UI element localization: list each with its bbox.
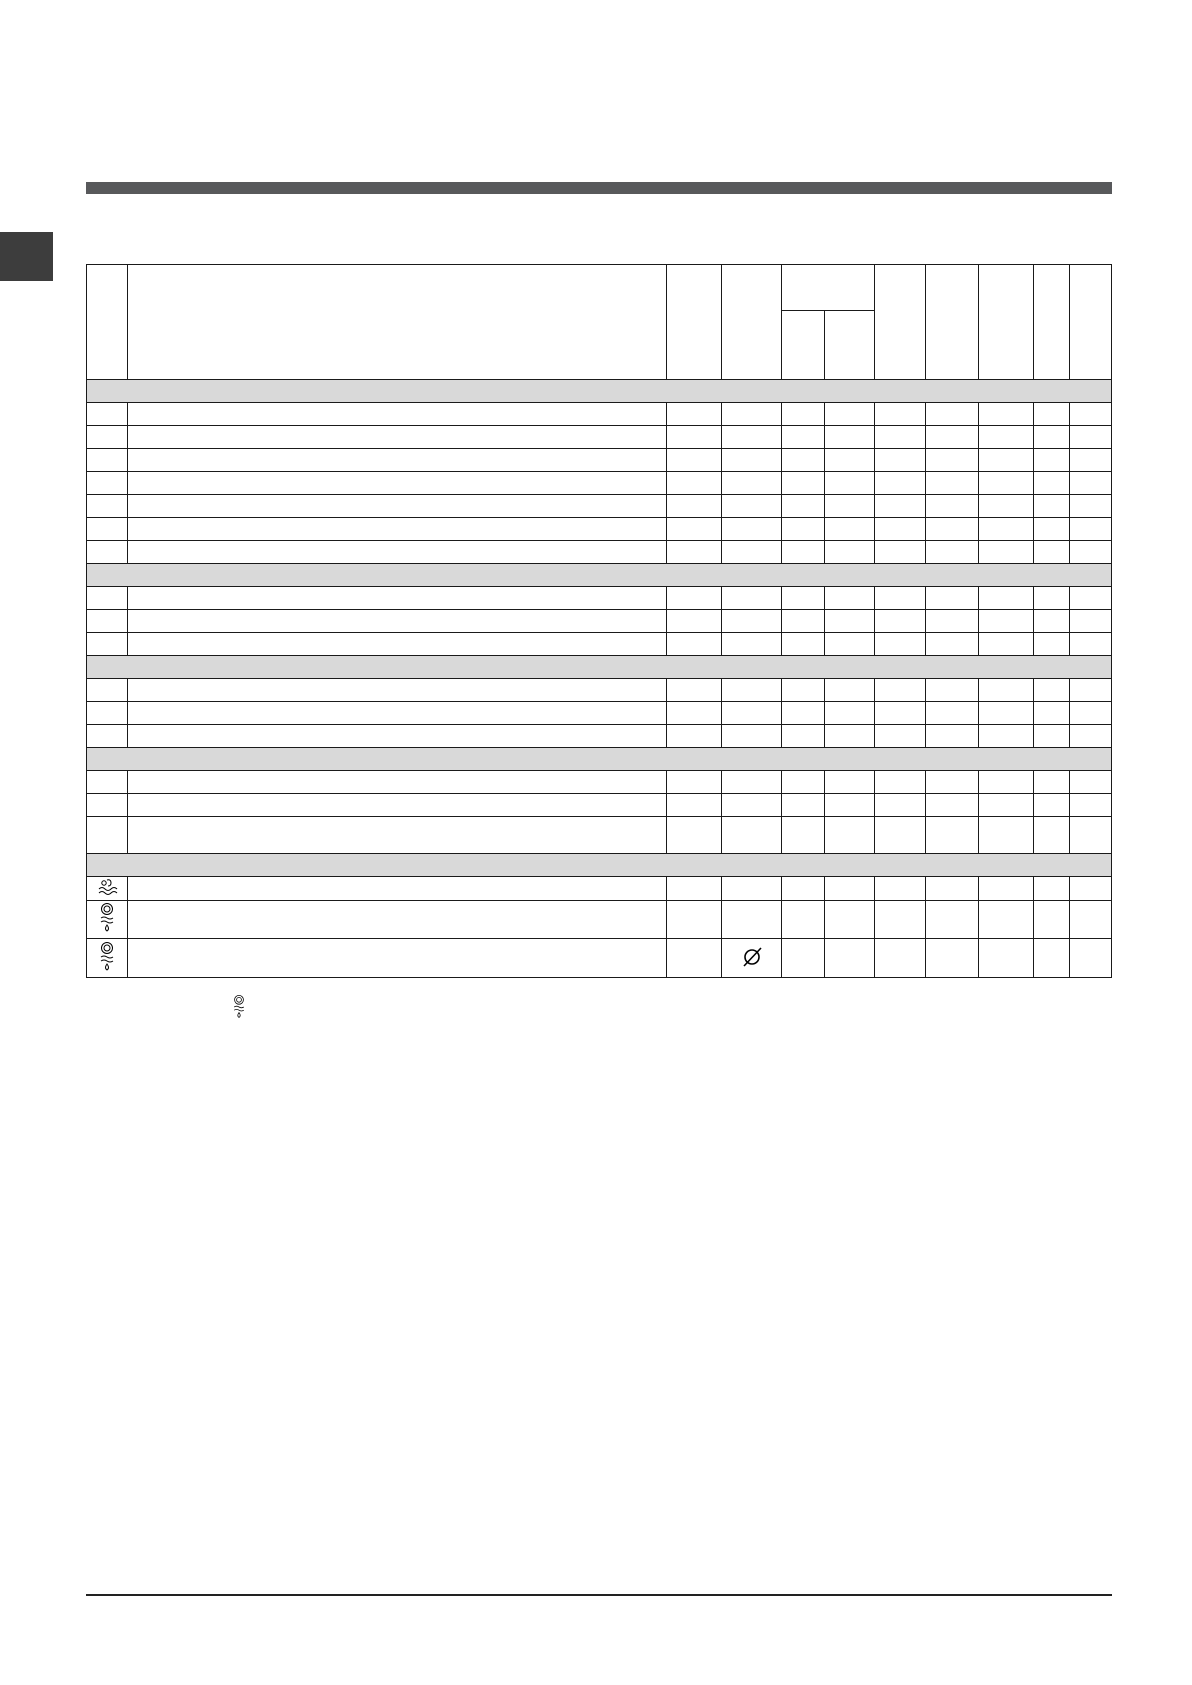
section-label xyxy=(87,564,1112,587)
table-row xyxy=(87,877,1112,901)
header-cell-number xyxy=(87,265,128,380)
language-side-tab xyxy=(0,232,53,281)
section-row xyxy=(87,656,1112,679)
header-cell xyxy=(926,265,979,380)
table-row xyxy=(87,403,1112,426)
section-label xyxy=(87,656,1112,679)
drain-only-icon xyxy=(87,939,128,978)
footer-rule xyxy=(86,1594,1112,1596)
header-cell xyxy=(979,265,1033,380)
section-row xyxy=(87,564,1112,587)
table-row xyxy=(87,472,1112,495)
table-header-row xyxy=(87,265,1112,311)
spin-drain-footnote-icon xyxy=(231,992,247,1022)
header-cell xyxy=(1069,265,1111,380)
rinse-icon xyxy=(87,877,128,901)
table-row xyxy=(87,679,1112,702)
section-row xyxy=(87,854,1112,877)
section-label xyxy=(87,854,1112,877)
table-row xyxy=(87,495,1112,518)
section-row xyxy=(87,748,1112,771)
table-row xyxy=(87,702,1112,725)
header-cell xyxy=(874,265,925,380)
programme-table xyxy=(86,264,1112,978)
no-spin-symbol-icon xyxy=(722,939,782,978)
table-row xyxy=(87,587,1112,610)
header-subcell xyxy=(824,311,874,380)
table-row xyxy=(87,449,1112,472)
table-row xyxy=(87,633,1112,656)
table-row xyxy=(87,518,1112,541)
header-cell xyxy=(1033,265,1069,380)
header-rule-bar xyxy=(86,182,1112,194)
table-row xyxy=(87,610,1112,633)
table-row xyxy=(87,901,1112,939)
header-cell-programme xyxy=(128,265,667,380)
section-label xyxy=(87,380,1112,403)
table-row xyxy=(87,817,1112,854)
header-cell-group xyxy=(782,265,874,311)
table-row xyxy=(87,725,1112,748)
header-cell xyxy=(666,265,721,380)
section-label xyxy=(87,748,1112,771)
header-subcell xyxy=(782,311,824,380)
table-row xyxy=(87,771,1112,794)
table-row xyxy=(87,426,1112,449)
table-body xyxy=(87,380,1112,978)
table-row xyxy=(87,939,1112,978)
table-row xyxy=(87,541,1112,564)
section-row xyxy=(87,380,1112,403)
spin-drain-icon xyxy=(87,901,128,939)
table-row xyxy=(87,794,1112,817)
header-cell xyxy=(722,265,782,380)
